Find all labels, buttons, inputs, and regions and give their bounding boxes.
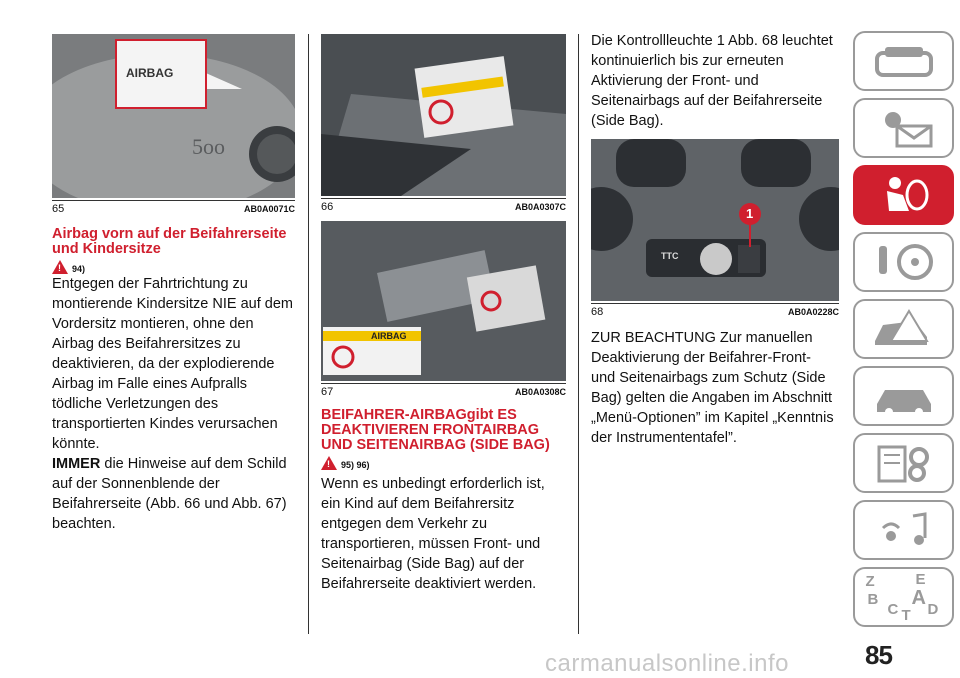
tab-maintenance[interactable] <box>853 366 954 426</box>
column-1 <box>52 34 295 534</box>
tab-emergency[interactable] <box>853 299 954 359</box>
figure-66-caption <box>321 198 566 213</box>
figure-66-image <box>321 34 566 196</box>
figure-68-image <box>591 139 839 301</box>
tab-safety-airbag[interactable] <box>853 165 954 225</box>
steering-wheel-icon <box>869 240 939 284</box>
index-letter: C <box>887 601 899 618</box>
warning-triangle-icon: ! <box>52 260 68 274</box>
figure-68-caption <box>591 303 839 318</box>
page-number: 85 <box>865 640 892 670</box>
tab-index[interactable] <box>853 567 954 627</box>
callout-number: 1 <box>746 206 754 221</box>
figure-code: AB0A0307C <box>514 202 566 212</box>
figure-code: AB0A0308C <box>514 387 566 397</box>
warning-ref-text: 94) <box>72 264 86 274</box>
index-letter: A <box>911 587 926 609</box>
column-divider-1 <box>308 34 309 634</box>
figure-number: 67 <box>321 386 334 398</box>
car-crash-icon <box>869 307 939 351</box>
warning-reference <box>321 456 566 470</box>
figure-65-image <box>52 34 295 198</box>
column-2 <box>321 34 566 594</box>
svg-text:5oo: 5oo <box>192 134 225 159</box>
dashboard-switch-illustration <box>591 139 839 301</box>
index-letter: E <box>915 571 926 588</box>
figure-code: AB0A0228C <box>787 307 839 317</box>
figure-number: 65 <box>52 203 65 215</box>
multimedia-music-icon <box>869 508 939 552</box>
index-letter: Z <box>865 573 875 590</box>
sticker-label: AIRBAG <box>371 331 407 341</box>
warning-ref-text: 95) 96) <box>341 460 370 470</box>
bold-lead: IMMER <box>52 456 101 472</box>
index-letter: T <box>901 607 911 624</box>
car-service-icon <box>869 374 939 418</box>
figure-67-image <box>321 221 566 381</box>
specs-gears-icon <box>869 441 939 485</box>
body-paragraph: Entgegen der Fahrtrichtung zu montierende Kindersitze NIE auf dem Vordersitz montieren, ohne den Airbag des Beifahrersitzes zu deaktivieren, da der explodierende Airbag im Falle eines Aufpralls tödliche Verletzungen des transportierten Kindes verursachen könnte. <box>52 276 293 452</box>
figure-number: 66 <box>321 201 334 213</box>
figure-67-caption <box>321 383 566 398</box>
warning-reference <box>52 260 295 274</box>
section-heading: BEIFAHRER-AIRBAGgibt ES DEAKTIVIEREN FRONTAIRBAG UND SEITENAIRBAG (SIDE BAG) <box>321 407 550 453</box>
body-paragraph: Wenn es unbedingt erforderlich ist, ein Kind auf dem Beifahrersitz entgegen dem Verkehr zu transportieren, müssen Front- und Seitenairbag (Side Bag) auf der Beifahrerseite deaktiviert werden. <box>321 476 545 592</box>
tab-multimedia[interactable] <box>853 500 954 560</box>
tab-starting-driving[interactable] <box>853 232 954 292</box>
column-divider-2 <box>578 34 579 634</box>
sticker-illustration <box>321 221 566 381</box>
tab-warning-lights[interactable] <box>853 98 954 158</box>
tab-technical-data[interactable] <box>853 433 954 493</box>
body-text: die Hinweise auf dem Schild auf der Sonnenblende der Beifahrerseite (Abb. 66 und Abb. 67) beachten. <box>52 456 287 532</box>
body-paragraph-immer <box>52 454 295 534</box>
car-dashboard-icon <box>869 41 939 81</box>
airbag-label: AIRBAG <box>126 66 174 80</box>
sunvisor-illustration <box>321 34 566 196</box>
warning-lights-icon <box>869 106 939 150</box>
figure-65-caption <box>52 200 295 215</box>
body-paragraph: Die Kontrollleuchte 1 Abb. 68 leuchtet kontinuierlich bis zur erneuten Aktivierung der Front- und Seitenairbags auf der Beifahrerseite (Side Bag). <box>591 33 833 129</box>
tab-dashboard[interactable] <box>853 31 954 91</box>
alphabet-index-icon <box>864 571 944 623</box>
figure-code: AB0A0071C <box>243 204 295 214</box>
index-letter: B <box>867 591 879 608</box>
figure-number: 68 <box>591 306 604 318</box>
body-paragraph-note: ZUR BEACHTUNG Zur manuellen Deaktivierung der Beifahrer-Front- und Seitenairbags zum Schutz (Side Bag) gelten die Angaben im Abschnitt „Menü-Optionen” im Kapitel „Kenntnis der Instrumententafel”. <box>591 330 834 446</box>
warning-triangle-icon: ! <box>321 456 337 470</box>
chapter-tab-sidebar <box>853 31 954 634</box>
airbag-seat-icon <box>869 173 939 217</box>
watermark: carmanualsonline.info <box>545 650 789 677</box>
ttc-label: TTC <box>661 251 679 261</box>
column-3 <box>591 34 839 448</box>
dashboard-airbag-illustration <box>52 34 295 198</box>
index-letter: D <box>927 601 939 618</box>
section-heading: Airbag vorn auf der Beifahrerseite und Kindersitze <box>52 226 287 257</box>
